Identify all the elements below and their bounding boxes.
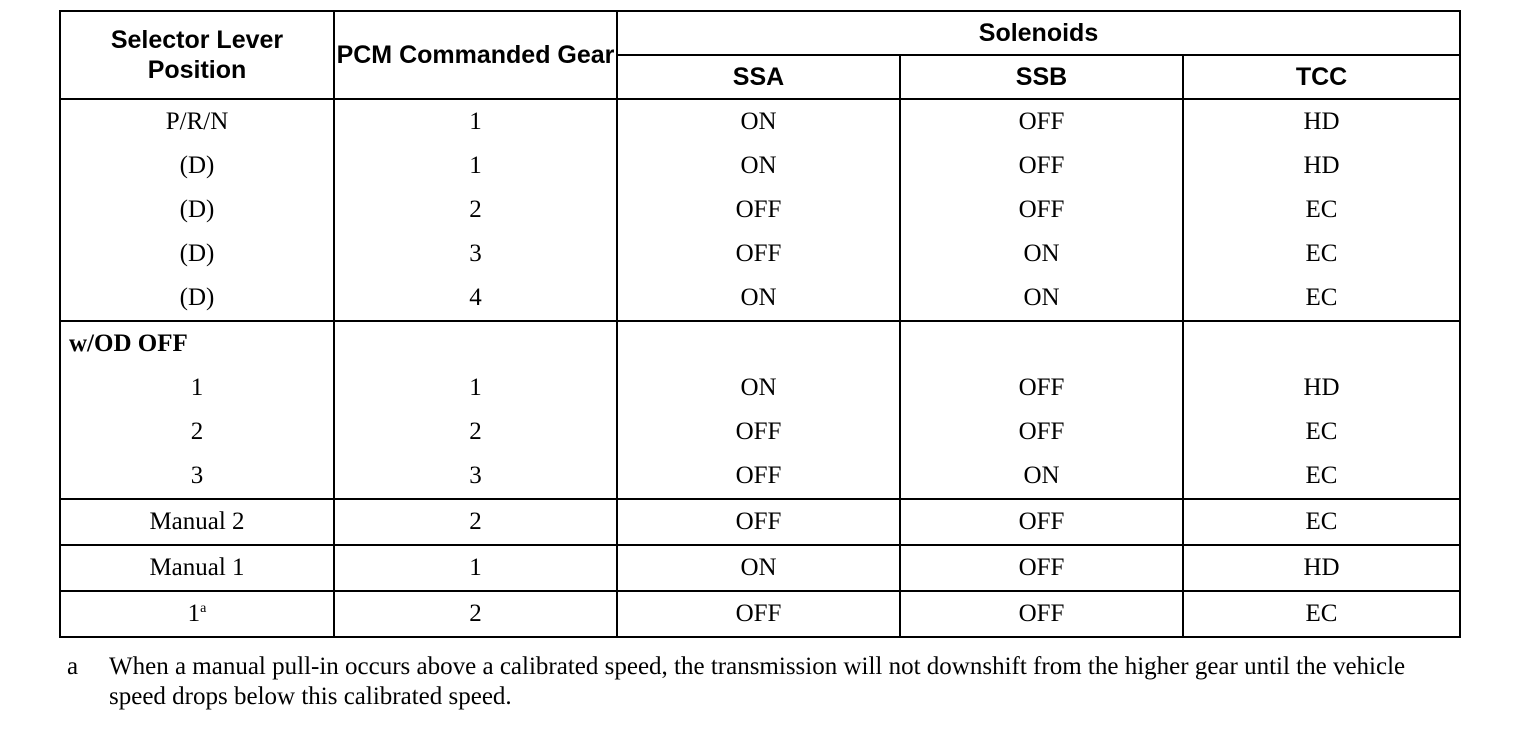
- cell-ssa: OFF: [617, 499, 900, 545]
- cell-gear: 3: [334, 454, 617, 499]
- cell-ssa: OFF: [617, 188, 900, 232]
- selector-value: 1: [187, 600, 201, 627]
- header-pcm-commanded-gear: PCM Commanded Gear: [334, 11, 617, 99]
- cell-selector: Manual 2: [60, 499, 334, 545]
- cell-ssb: OFF: [900, 545, 1183, 591]
- cell-empty: [1183, 321, 1460, 366]
- cell-empty: [617, 321, 900, 366]
- table-row: [60, 144, 1460, 188]
- table-row-od-off-heading: [60, 321, 1460, 366]
- solenoid-table: [59, 10, 1461, 638]
- table-row: [60, 232, 1460, 276]
- header-ssb: SSB: [900, 55, 1183, 99]
- cell-tcc: EC: [1183, 232, 1460, 276]
- cell-selector: Manual 1: [60, 545, 334, 591]
- cell-tcc: EC: [1183, 276, 1460, 321]
- cell-ssa: OFF: [617, 232, 900, 276]
- cell-gear: 2: [334, 499, 617, 545]
- cell-selector: P/R/N: [60, 99, 334, 144]
- header-ssa: SSA: [617, 55, 900, 99]
- cell-ssb: OFF: [900, 188, 1183, 232]
- table-row-manual-1: [60, 545, 1460, 591]
- cell-selector: (D): [60, 276, 334, 321]
- cell-empty: [900, 321, 1183, 366]
- cell-tcc: HD: [1183, 99, 1460, 144]
- cell-tcc: HD: [1183, 545, 1460, 591]
- cell-ssb: OFF: [900, 144, 1183, 188]
- table-row: [60, 276, 1460, 321]
- cell-gear: 1: [334, 545, 617, 591]
- cell-gear: 2: [334, 410, 617, 454]
- cell-selector: 1: [60, 366, 334, 410]
- cell-ssa: OFF: [617, 410, 900, 454]
- table-row: [60, 410, 1460, 454]
- cell-gear: 2: [334, 188, 617, 232]
- cell-gear: 1: [334, 366, 617, 410]
- cell-ssa: OFF: [617, 454, 900, 499]
- cell-selector: (D): [60, 188, 334, 232]
- cell-ssa: OFF: [617, 591, 900, 637]
- cell-selector: [60, 591, 334, 637]
- cell-gear: 1: [334, 99, 617, 144]
- cell-selector: (D): [60, 232, 334, 276]
- cell-selector: 3: [60, 454, 334, 499]
- cell-selector: 2: [60, 410, 334, 454]
- footnote-letter: a: [67, 653, 79, 680]
- cell-tcc: EC: [1183, 454, 1460, 499]
- cell-ssb: ON: [900, 232, 1183, 276]
- table-row-footnoted: [60, 591, 1460, 637]
- cell-ssb: ON: [900, 454, 1183, 499]
- cell-gear: 2: [334, 591, 617, 637]
- cell-tcc: EC: [1183, 188, 1460, 232]
- table-row: [60, 366, 1460, 410]
- cell-tcc: EC: [1183, 410, 1460, 454]
- table-row: [60, 188, 1460, 232]
- footnote: [67, 652, 1467, 712]
- cell-ssa: ON: [617, 276, 900, 321]
- table-row: [60, 99, 1460, 144]
- od-off-label: w/OD OFF: [60, 321, 334, 366]
- cell-ssb: OFF: [900, 499, 1183, 545]
- footnote-marker: a: [200, 601, 207, 616]
- cell-ssb: OFF: [900, 410, 1183, 454]
- cell-ssb: OFF: [900, 99, 1183, 144]
- footnote-text: When a manual pull-in occurs above a calibrated speed, the transmission will not downshift from the higher gear until the vehicle speed drops below this calibrated speed.: [109, 653, 1406, 710]
- cell-tcc: EC: [1183, 591, 1460, 637]
- cell-ssa: ON: [617, 545, 900, 591]
- cell-ssa: ON: [617, 99, 900, 144]
- cell-ssa: ON: [617, 144, 900, 188]
- table-row-manual-2: [60, 499, 1460, 545]
- cell-selector: (D): [60, 144, 334, 188]
- cell-tcc: EC: [1183, 499, 1460, 545]
- cell-ssb: ON: [900, 276, 1183, 321]
- cell-ssb: OFF: [900, 591, 1183, 637]
- cell-ssb: OFF: [900, 366, 1183, 410]
- table-row: [60, 454, 1460, 499]
- header-tcc: TCC: [1183, 55, 1460, 99]
- cell-tcc: HD: [1183, 144, 1460, 188]
- cell-gear: 4: [334, 276, 617, 321]
- cell-empty: [334, 321, 617, 366]
- cell-tcc: HD: [1183, 366, 1460, 410]
- cell-ssa: ON: [617, 366, 900, 410]
- cell-gear: 3: [334, 232, 617, 276]
- header-solenoids: Solenoids: [617, 11, 1460, 55]
- header-selector-lever-position: Selector Lever Position: [60, 11, 334, 99]
- cell-gear: 1: [334, 144, 617, 188]
